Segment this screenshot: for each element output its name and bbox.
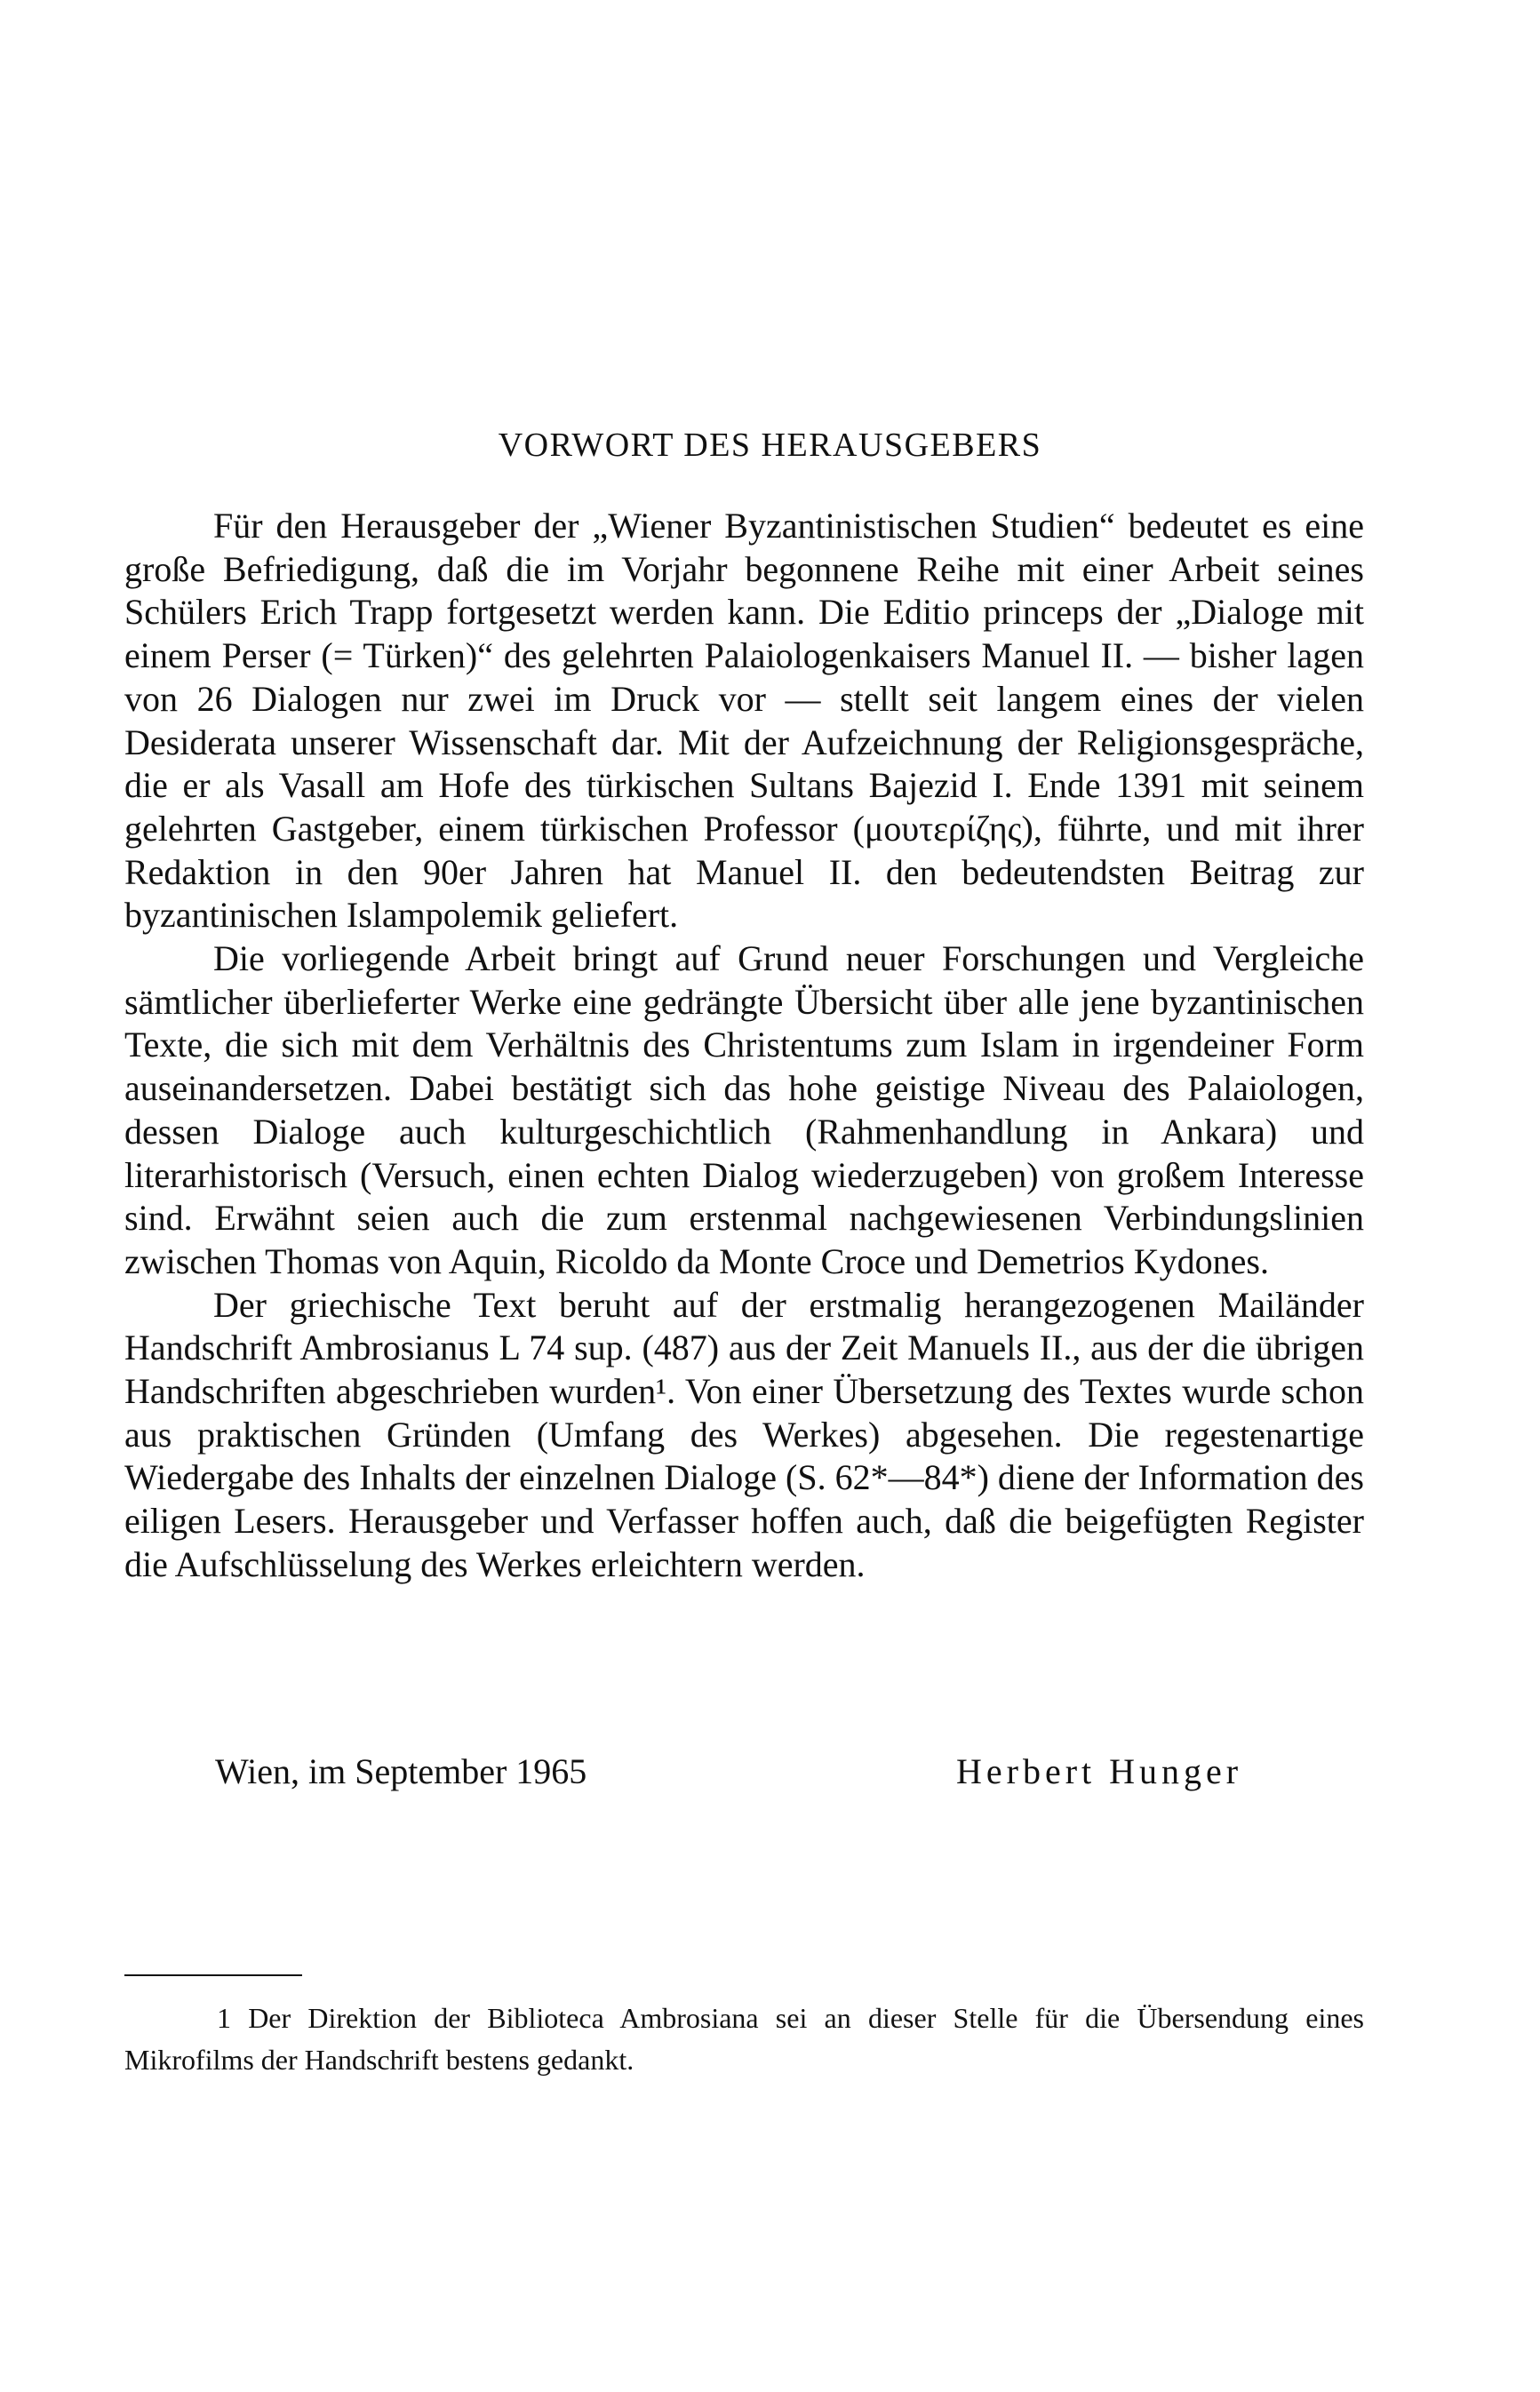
paragraph-3: Der griechische Text beruht auf der erstmalig herangezogenen Mailänder Handschrift Ambrosianus L 74 sup. (487) aus der Zeit Manuels II., aus der die übrigen Handschriften abgeschrieben wurden¹. Von einer Übersetzung des Textes wurde schon aus praktischen Gründen (Umfang des Werkes) abgesehen. Die regestenartige Wiedergabe des Inhalts der einzelnen Dialoge (S. 62*—84*) diene der Information des eiligen Lesers. Herausgeber und Verfasser hoffen auch, daß die beigefügten Register die Aufschlüsselung des Werkes erleichtern werden. bbox=[124, 1284, 1364, 1584]
signature-place-date: Wien, im September 1965 bbox=[215, 1751, 587, 1791]
footnote: 1 Der Direktion der Biblioteca Ambrosiana sei an dieser Stelle für die Übersendung eines Mikrofilms der Handschrift bestens gedankt. bbox=[124, 2002, 1364, 2076]
footnote-divider bbox=[124, 1974, 302, 1976]
signature-name: Herbert Hunger bbox=[956, 1751, 1243, 1791]
paragraph-1: Für den Herausgeber der „Wiener Byzantinistischen Studien“ bedeutet es eine große Befriedigung, daß die im Vorjahr begonnene Reihe mit einer Arbeit seines Schülers Erich Trapp fortgesetzt werden kann. Die Editio princeps der „Dialoge mit einem Perser (= Türken)“ des gelehrten Palaiologenkaisers Manuel II. — bisher lagen von 26 Dialogen nur zwei im Druck vor — stellt seit langem eines der vielen Desiderata unserer Wissenschaft dar. Mit der Aufzeichnung der Religionsgespräche, die er als Vasall am Hofe des türkischen Sultans Bajezid I. Ende 1391 mit seinem gelehrten Gastgeber, einem türkischen Professor (μουτερίζης), führte, und mit ihrer Redaktion in den 90er Jahren hat Manuel II. den bedeutendsten Beitrag zur byzantinischen Islampolemik geliefert. bbox=[124, 506, 1364, 936]
preface-body bbox=[124, 505, 1364, 1587]
page-title: VORWORT DES HERAUSGEBERS bbox=[498, 427, 1042, 464]
paragraph-2: Die vorliegende Arbeit bringt auf Grund neuer Forschungen und Vergleiche sämtlicher überlieferter Werke eine gedrängte Übersicht über alle jene byzantinischen Texte, die sich mit dem Verhältnis des Christentums zum Islam in irgendeiner Form auseinandersetzen. Dabei bestätigt sich das hohe geistige Niveau des Palaiologen, dessen Dialoge auch kulturgeschichtlich (Rahmenhandlung in Ankara) und literarhistorisch (Versuch, einen echten Dialog wiederzugeben) von großem Interesse sind. Erwähnt seien auch die zum erstenmal nachgewiesenen Verbindungslinien zwischen Thomas von Aquin, Ricoldo da Monte Croce und Demetrios Kydones. bbox=[124, 938, 1364, 1281]
